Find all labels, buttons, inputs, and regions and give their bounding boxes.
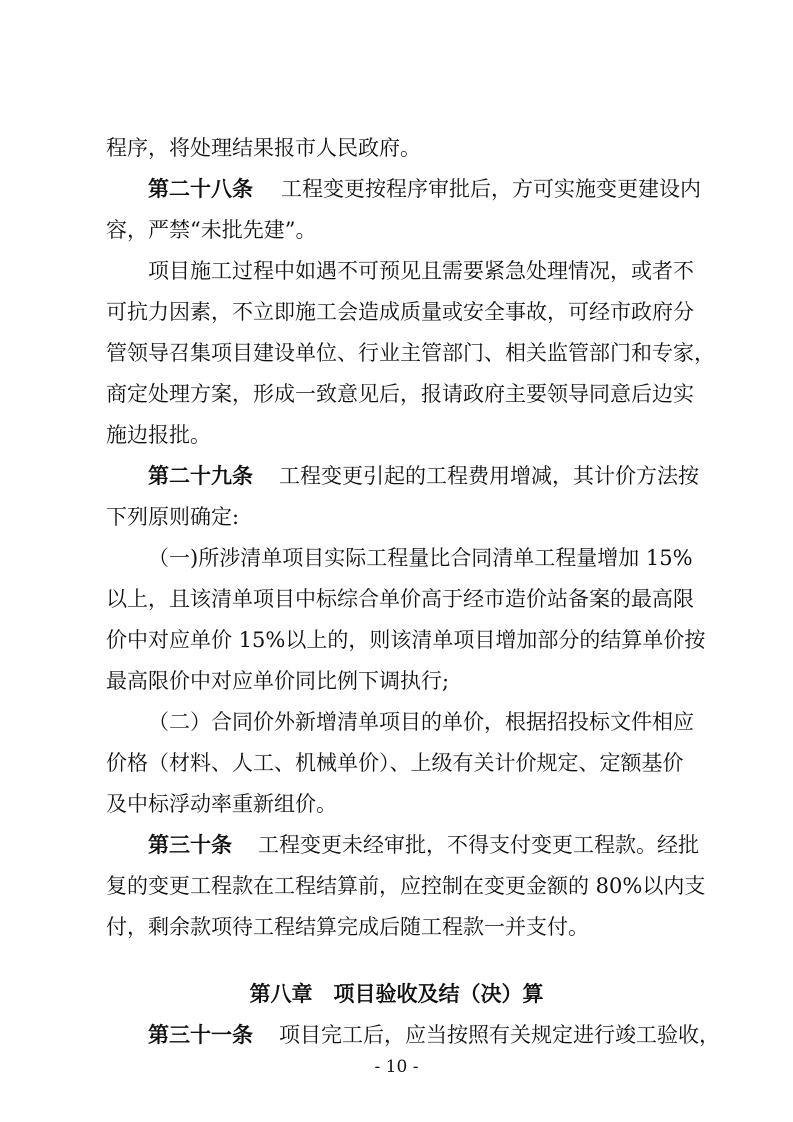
text-line: （一)所涉清单项目实际工程量比合同清单工程量增加 15% (148, 546, 693, 570)
text-line: 商定处理方案，形成一致意见后，报请政府主要领导同意后边实 (106, 382, 694, 406)
article-heading: 第二十八条 (148, 177, 253, 201)
article-heading: 第二十九条 (148, 464, 253, 488)
text-line: 容，严禁“未批先建”。 (106, 218, 317, 242)
article-heading: 第三十一条 (148, 1023, 253, 1047)
article-heading: 第三十条 (148, 833, 232, 857)
article-line: 第三十一条 项目完工后，应当按照有关规定进行竣工验收， (148, 1023, 720, 1047)
article-line: 第三十条 工程变更未经审批，不得支付变更工程款。经批 (148, 833, 699, 857)
page-number: - 10 - (374, 1057, 419, 1077)
article-line: 第二十八条 工程变更按程序审批后，方可实施变更建设内 (148, 177, 701, 201)
text-line: 付，剩余款项待工程结算完成后随工程款一并支付。 (106, 915, 589, 939)
text-line: 价中对应单价 15%以上的，则该清单项目增加部分的结算单价按 (106, 628, 706, 652)
text-line: 复的变更工程款在工程结算前，应控制在变更金额的 80%以内支 (106, 874, 706, 898)
text-line: 及中标浮动率重新组价。 (106, 792, 337, 816)
text-line: 管领导召集项目建设单位、行业主管部门、相关监管部门和专家， (106, 341, 715, 365)
text-line: 价格（材料、人工、机械单价）、上级有关计价规定、定额基价 (106, 751, 684, 775)
text-line: 施边报批。 (106, 423, 211, 447)
text-line: 下列原则确定: (106, 505, 240, 529)
text-line: （二）合同价外新增清单项目的单价，根据招投标文件相应 (148, 710, 694, 734)
text-line: 最高限价中对应单价同比例下调执行; (106, 669, 450, 693)
text-line: 以上，且该清单项目中标综合单价高于经市造价站备案的最高限 (106, 587, 694, 611)
article-line: 第二十九条 工程变更引起的工程费用增减，其计价方法按 (148, 464, 699, 488)
chapter-title: 第八章 项目验收及结（决）算 (249, 982, 544, 1006)
text-line: 项目施工过程中如遇不可预见且需要紧急处理情况，或者不 (148, 259, 694, 283)
text-line: 程序，将处理结果报市人民政府。 (106, 136, 421, 160)
text-line: 可抗力因素，不立即施工会造成质量或安全事故，可经市政府分 (106, 300, 694, 324)
